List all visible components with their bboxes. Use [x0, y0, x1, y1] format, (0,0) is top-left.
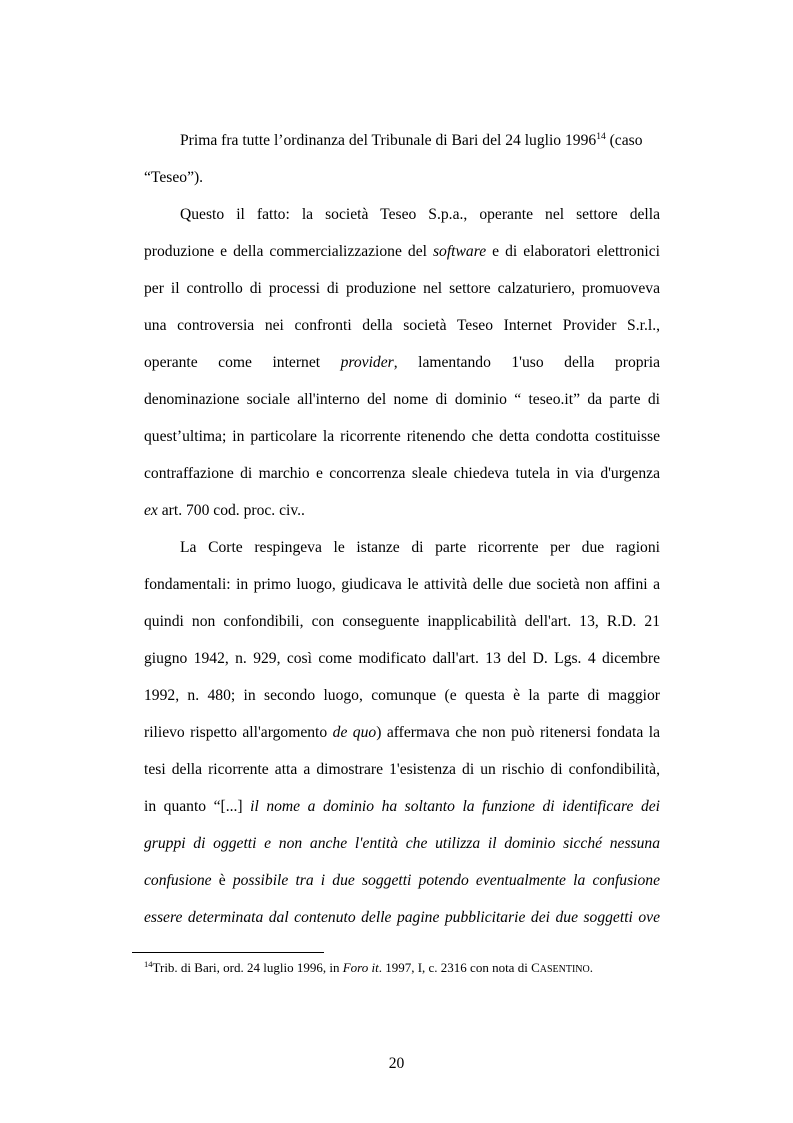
paragraph-3-line-2: fondamentali: in primo luogo, giudicava le attività delle due società non affini a: [144, 576, 660, 593]
author-initial: C: [531, 960, 540, 975]
italic-run: il nome a dominio ha soltanto la funzione di identificare dei: [250, 798, 660, 815]
italic-run: gruppi di oggetti e non anche l'entità che utilizza il dominio sicché nessuna: [144, 835, 660, 852]
footnote-separator: [132, 952, 324, 953]
paragraph-2-line-7: quest’ultima; in particolare la ricorrente ritenendo che detta condotta costituisse: [144, 428, 660, 445]
page-number: 20: [388, 1055, 405, 1072]
italic-run: software: [432, 243, 487, 260]
paragraph-3-line-1: La Corte respingeva le istanze di parte ricorrente per due ragioni: [180, 539, 660, 556]
paragraph-1-line-2: “Teseo”).: [144, 169, 204, 186]
paragraph-3-line-11: [144, 908, 660, 928]
paragraph-3-line-8: [144, 797, 660, 817]
text-run: , lamentando 1'uso della propria: [393, 354, 660, 371]
paragraph-3-line-5: 1992, n. 480; in secondo luogo, comunque (e questa è la parte di maggior: [144, 687, 660, 704]
text-run: operante come internet: [144, 354, 341, 371]
italic-run: provider: [340, 354, 394, 371]
paragraph-3-line-4: giugno 1942, n. 929, così come modificato dall'art. 13 del D. Lgs. 4 dicembre: [144, 650, 660, 667]
paragraph-2-line-3: per il controllo di processi di produzione nel settore calzaturiero, promuoveva: [144, 280, 660, 297]
italic-run: Foro it: [342, 960, 379, 975]
italic-run: essere determinata dal contenuto delle pagine pubblicitarie dei due soggetti ove: [144, 909, 660, 926]
text-run: è: [211, 872, 233, 889]
italic-run: confusione: [144, 872, 212, 889]
italic-run: possibile tra i due soggetti potendo eventualmente la confusione: [232, 872, 661, 889]
paragraph-3-line-3: quindi non confondibili, con conseguente inapplicabilità dell'art. 13, R.D. 21: [144, 613, 660, 630]
footnote-number: 14: [144, 959, 153, 969]
paragraph-3-line-10: [144, 871, 660, 891]
text-run: . 1997, I, c. 2316 con nota di: [378, 960, 532, 975]
paragraph-2-line-2: [144, 242, 660, 262]
paragraph-3-line-6: [144, 723, 660, 743]
paragraph-3-line-9: [144, 834, 660, 854]
paragraph-2-line-5: [144, 353, 660, 373]
text-run: art. 700 cod. proc. civ..: [157, 502, 305, 519]
text-run: (caso: [605, 132, 643, 149]
paragraph-2-line-6: denominazione sociale all'interno del nome di dominio “ teseo.it” da parte di: [144, 391, 660, 408]
author-smallcaps: ASENTINO: [539, 964, 590, 975]
text-run: produzione e della commercializzazione del: [144, 243, 433, 260]
text-run: Trib. di Bari, ord. 24 luglio 1996, in: [152, 960, 343, 975]
paragraph-2-line-8: contraffazione di marchio e concorrenza sleale chiedeva tutela in via d'urgenza: [144, 465, 660, 482]
italic-run: de quo: [332, 724, 377, 741]
text-run: ) affermava che non può ritenersi fondata la: [376, 724, 660, 741]
paragraph-2-line-4: una controversia nei confronti della società Teseo Internet Provider S.r.l.,: [144, 317, 660, 334]
paragraph-2-line-1: Questo il fatto: la società Teseo S.p.a., operante nel settore della: [180, 206, 660, 223]
text-run: Prima fra tutte l’ordinanza del Tribunale di Bari del 24 luglio 1996: [180, 132, 597, 149]
footnote-reference: 14: [596, 132, 606, 142]
footnote-14: [144, 960, 593, 978]
paragraph-3-line-7: tesi della ricorrente atta a dimostrare 1'esistenza di un rischio di confondibilità,: [144, 761, 660, 778]
text-run: in quanto “[...]: [144, 798, 251, 815]
text-run: .: [589, 960, 593, 975]
paragraph-2-line-9: [144, 501, 660, 521]
italic-run: ex: [144, 502, 158, 519]
paragraph-1-line-1: [180, 131, 660, 151]
text-run: rilievo rispetto all'argomento: [144, 724, 333, 741]
text-run: e di elaboratori elettronici: [486, 243, 660, 260]
